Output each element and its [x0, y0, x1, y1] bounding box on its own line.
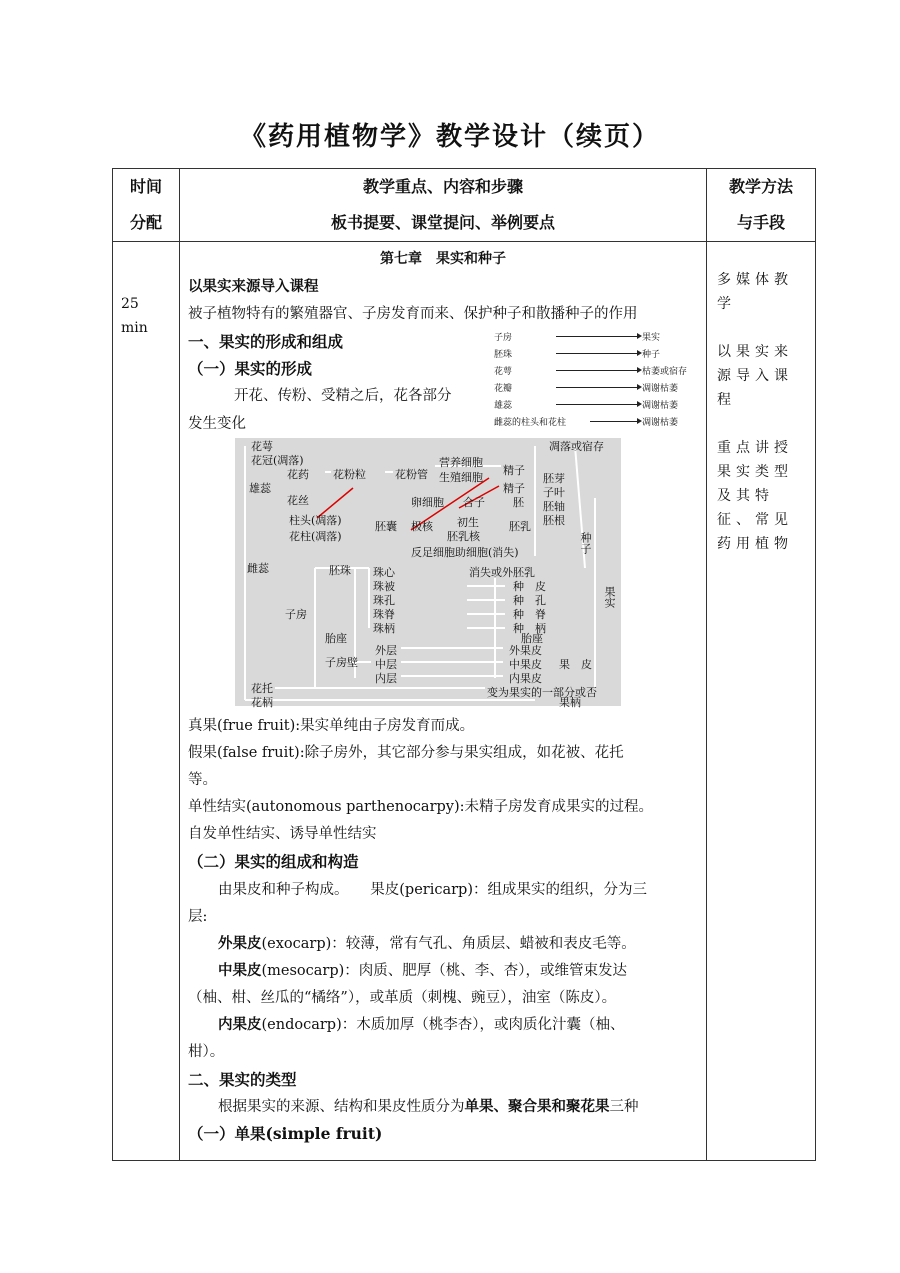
endocarp-label: 内果皮: [218, 1016, 262, 1033]
diagram-label-huazhu: 花柱(凋落): [289, 530, 342, 543]
header-time-line2: 分配: [129, 213, 162, 232]
diagram-label-waiguopi: 外果皮: [509, 644, 542, 657]
table-body-row: [113, 242, 816, 1161]
page-title: 《药用植物学》教学设计（续页）: [239, 122, 660, 152]
fruit-formation-diagram: [235, 438, 621, 709]
exocarp-line: [218, 932, 636, 953]
diagram-label-zhubei: 珠被: [373, 580, 395, 593]
section-2-1-heading: （一）单果(simple fruit): [188, 1124, 383, 1143]
section-1-1-heading: （一）果实的形成: [188, 359, 313, 378]
diagram-label-zifang: 子房: [285, 608, 307, 621]
chapter-title: 第七章 果实和种子: [380, 251, 506, 267]
diagram-label-zhutou: 柱头(凋落): [289, 514, 342, 527]
diagram-label-zhubing: 珠柄: [373, 622, 395, 635]
section-2-text-pre: 根据果实的来源、结构和果皮性质分为: [218, 1099, 465, 1115]
header-content: [180, 169, 707, 242]
time-value: 25: [121, 296, 139, 312]
fig1-row: [494, 379, 694, 396]
diagram-label-huaguan: 花冠(凋落): [251, 454, 304, 467]
diagram-label-zhongguopi: 中果皮: [509, 658, 542, 671]
diagram-label-huasi: 花丝: [287, 494, 309, 507]
diagram-label-neiceng: 内层: [375, 672, 397, 685]
method-multimedia: 多媒体教学: [717, 272, 793, 312]
mesocarp-label: 中果皮: [218, 962, 262, 979]
diagram-label-zhongceng: 中层: [375, 658, 397, 671]
diagram-label-taizuo2: 胎座: [521, 632, 543, 645]
false-fruit-text-a: 假果(false fruit):除子房外，其它部分参与果实组成，如花被、花托: [188, 745, 624, 761]
diagram-label-peizhou: 胚轴: [543, 500, 565, 513]
header-content-line1: 教学重点、内容和步骤: [362, 177, 523, 196]
fig1-to: 凋谢枯萎: [642, 418, 679, 428]
diagram-label-huatuo: 花托: [251, 682, 273, 695]
diagram-label-zifangbi: 子房壁: [325, 656, 358, 669]
parthenocarpy-types: 自发单性结实、诱导单性结实: [188, 826, 377, 842]
method-key-points: 重点讲授果实类型及其特征、常见药用植物: [717, 440, 793, 552]
diagram-label-peirujiehe: 胚乳核: [447, 530, 480, 543]
section-1-2-text-b: 层:: [188, 909, 208, 925]
diagram-label-jihe: 极核: [411, 520, 433, 533]
diagram-label-jingzi2: 精子: [503, 482, 525, 495]
fig1-arrow: [556, 336, 639, 337]
fig1-from: 子房: [494, 333, 513, 343]
section-1-1-text-b: 发生变化: [188, 416, 246, 432]
diagram-label-zhongzi: 种子: [579, 532, 592, 554]
diagram-label-huabing: 花柄: [251, 696, 273, 709]
parthenocarpy-text: 单性结实(autonomous parthenocarpy):未精子房发育成果实的过程。: [188, 799, 654, 815]
diagram-label-peigen: 胚根: [543, 514, 565, 527]
header-time: [113, 169, 180, 242]
fig1-arrow: [590, 421, 639, 422]
table-header-row: [113, 169, 816, 242]
fig1-row: [494, 413, 694, 430]
diagram-label-shengzhi: 生殖细胞: [439, 471, 483, 484]
section-1-2-text-a: 由果皮和种子构成。 果皮(pericarp)：组成果实的组织，分为三: [218, 882, 647, 898]
diagram-label-zhukong: 珠孔: [373, 594, 395, 607]
fig1-to: 果实: [642, 333, 661, 343]
mesocarp-text-b: （柚、柑、丝瓜的“橘络”），或革质（刺槐、豌豆），油室（陈皮）。: [188, 990, 617, 1006]
time-unit: min: [121, 320, 148, 336]
diagram-label-hezi: 合子: [463, 496, 485, 509]
diagram-label-peinang: 胚囊: [375, 520, 397, 533]
diagram-label-diaoluo: 凋落或宿存: [549, 440, 604, 453]
diagram-label-zhongji: 种 脊: [513, 608, 546, 621]
true-fruit-text: 真果(frue fruit):果实单纯由子房发育而成。: [188, 718, 475, 734]
diagram-label-huafenguan: 花粉管: [395, 468, 428, 481]
lesson-table: [112, 168, 816, 1161]
fig1-row: [494, 362, 694, 379]
diagram-label-peizhu: 胚珠: [329, 564, 351, 577]
diagram-label-guobing: 果柄: [559, 696, 581, 709]
diagram-label-chusheng: 初生: [457, 516, 479, 529]
diagram-label-bianwei: 变为果实的一部分或否: [487, 686, 597, 699]
endocarp-text-b: 柑）。: [188, 1044, 225, 1060]
section-1-heading: 一、果实的形成和组成: [188, 332, 344, 351]
fig1-from: 花萼: [494, 367, 513, 377]
fig1-from: 雌蕊的柱头和花柱: [494, 418, 567, 428]
fig1-arrow: [556, 370, 639, 371]
diagram-label-xiongrui: 雄蕊: [249, 482, 271, 495]
fig1-from: 胚珠: [494, 350, 513, 360]
header-method: [707, 169, 816, 242]
section-2-heading: 二、果实的类型: [188, 1070, 297, 1089]
diagram-label-guoshi: 果实: [603, 586, 616, 608]
fig1-arrow: [556, 353, 639, 354]
diagram-label-guopi: 果 皮: [559, 658, 592, 671]
diagram-label-pei: 胚: [513, 496, 524, 509]
false-fruit-text-b: 等。: [188, 772, 217, 788]
diagram-label-fanzu: 反足细胞助细胞(消失): [411, 546, 519, 559]
header-content-line2: 板书提要、课堂提问、举例要点: [330, 213, 555, 232]
mesocarp-text: (mesocarp)：肉质、肥厚（桃、李、杏），或维管束发达: [261, 963, 628, 979]
content-cell: [180, 242, 707, 1161]
exocarp-text: (exocarp)：较薄，常有气孔、角质层、蜡被和表皮毛等。: [261, 936, 636, 952]
section-1-1-text-a: 开花、传粉、受精之后，花各部分: [234, 388, 452, 404]
fig1-to: 种子: [642, 350, 661, 360]
diagram-label-luanxibao: 卵细胞: [411, 496, 444, 509]
diagram-label-cirui: 雌蕊: [247, 562, 269, 575]
fig1-to: 凋谢枯萎: [642, 384, 679, 394]
fig1-from: 花瓣: [494, 384, 513, 394]
section-2-text-post: 三种: [609, 1099, 639, 1115]
diagram-label-taizuo: 胎座: [325, 632, 347, 645]
diagram-label-yingyang: 营养细胞: [439, 456, 483, 469]
flower-to-fruit-figure: [494, 328, 694, 430]
fig1-row: [494, 396, 694, 413]
mesocarp-line: [218, 959, 627, 980]
fig1-to: 枯萎或宿存: [642, 367, 688, 377]
endocarp-line: [218, 1013, 624, 1034]
method-cell: [707, 242, 816, 1161]
diagram-label-ziye: 子叶: [543, 486, 565, 499]
fig1-to: 凋谢枯萎: [642, 401, 679, 411]
fig1-arrow: [556, 387, 639, 388]
section-2-text-bold: 单果、聚合果和聚花果: [464, 1098, 610, 1115]
diagram-label-xiaoshi: 消失或外胚乳: [469, 566, 535, 579]
fig1-arrow: [556, 404, 639, 405]
intro-text: 被子植物特有的繁殖器官、子房发育而来、保护种子和散播种子的作用: [188, 306, 638, 322]
diagram-label-zhuxin: 珠心: [373, 566, 395, 579]
header-method-line2: 与手段: [736, 213, 785, 232]
diagram-label-huayao: 花药: [287, 468, 309, 481]
diagram-label-peiru: 胚乳: [509, 520, 531, 533]
header-method-line1: 教学方法: [728, 177, 793, 196]
method-intro: 以果实来源导入课程: [717, 344, 793, 408]
fig1-row: [494, 345, 694, 362]
section-2-text: [218, 1095, 639, 1116]
diagram-label-zhongkong: 种 孔: [513, 594, 546, 607]
diagram-label-neiguopi: 内果皮: [509, 672, 542, 685]
content-body: [180, 242, 706, 1160]
diagram-label-peiya: 胚芽: [543, 472, 565, 485]
fig1-from: 雄蕊: [494, 401, 513, 411]
intro-heading: 以果实来源导入课程: [188, 278, 319, 295]
diagram-label-jingzi1: 精子: [503, 464, 525, 477]
exocarp-label: 外果皮: [218, 935, 262, 952]
diagram-label-zhongbing: 种 柄: [513, 622, 546, 635]
fig1-row: [494, 328, 694, 345]
section-1-2-heading: （二）果实的组成和构造: [188, 852, 359, 871]
diagram-label-huae: 花萼: [251, 440, 273, 453]
time-cell: [113, 242, 180, 1161]
endocarp-text: (endocarp)：木质加厚（桃李杏），或肉质化汁囊（柚、: [261, 1017, 625, 1033]
diagram-label-zhuji: 珠脊: [373, 608, 395, 621]
diagram-label-zhongpi: 种 皮: [513, 580, 546, 593]
header-time-line1: 时间: [129, 177, 162, 196]
diagram-label-waiceng: 外层: [375, 644, 397, 657]
diagram-label-huafenli: 花粉粒: [333, 468, 366, 481]
